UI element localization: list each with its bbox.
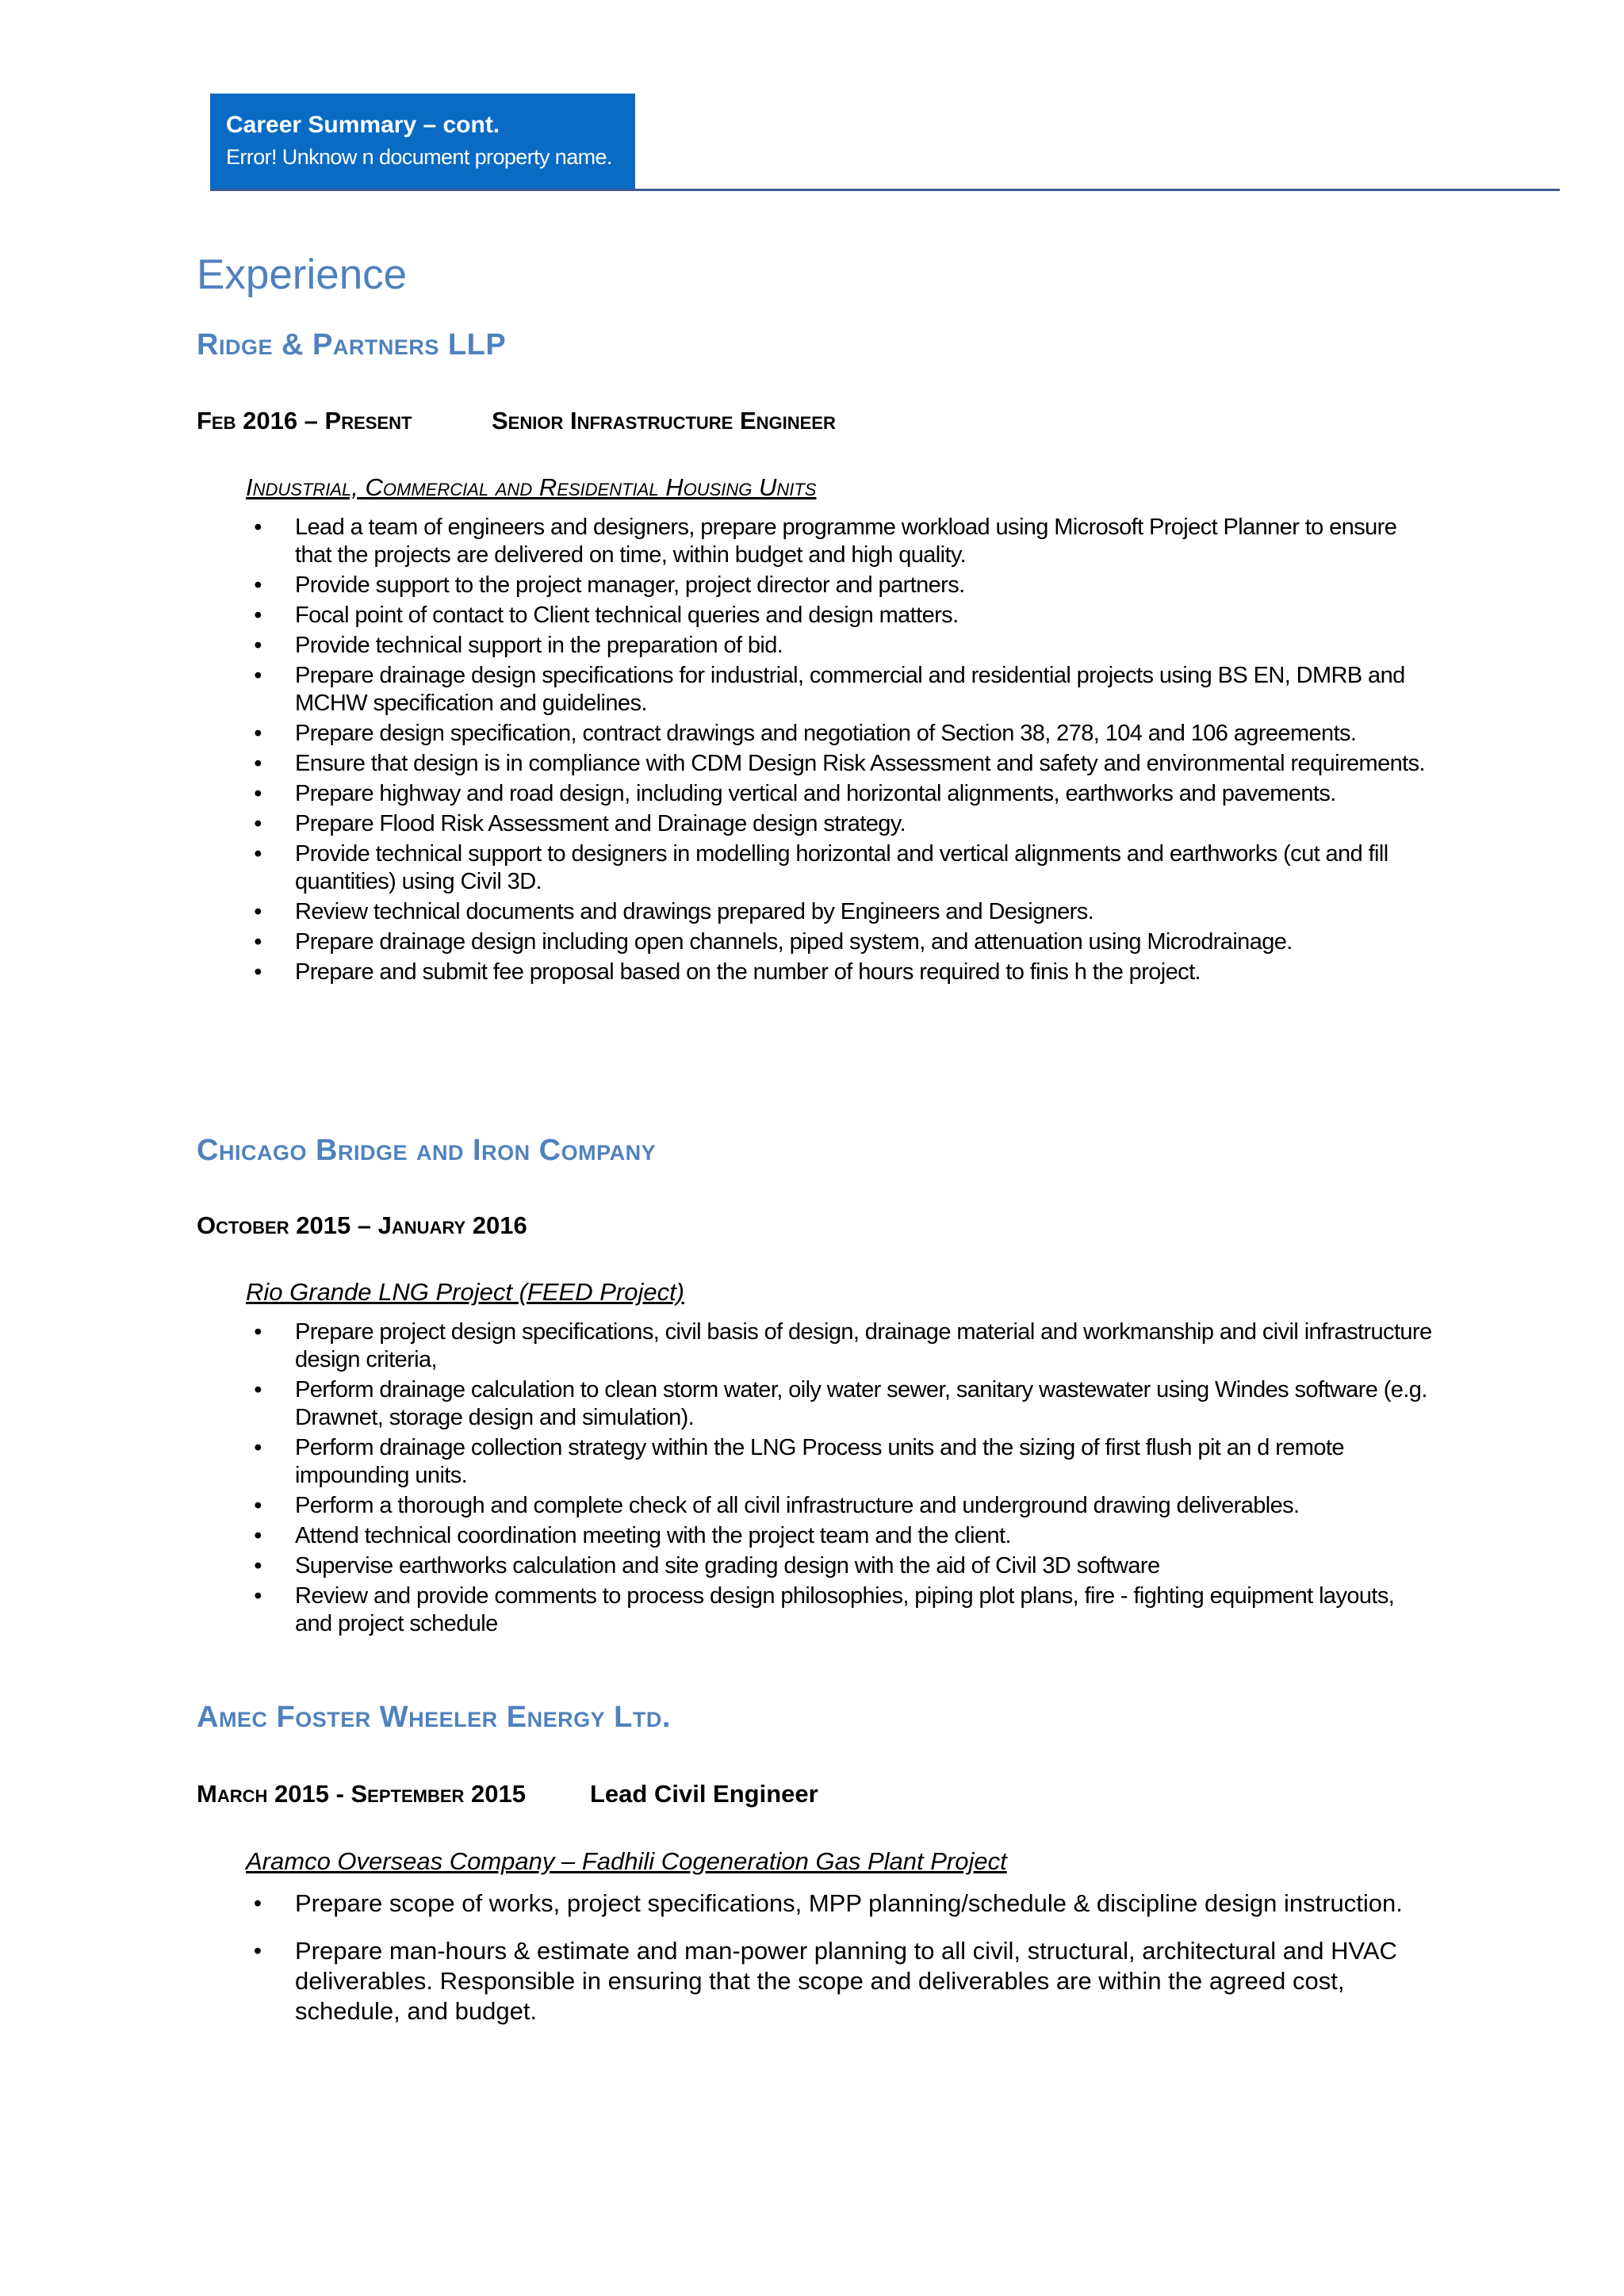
bullet-icon: • [254,959,262,985]
bullet-icon: • [254,751,262,776]
project-name: Industrial, Commercial and Residential Housing Units [246,473,817,501]
list-item-text: Review technical documents and drawings prepared by Engineers and Designers. [295,899,1094,924]
list-item [246,1376,1435,1432]
job-dates: March 2015 - September 2015 [197,1780,526,1808]
list-item-text: Prepare drainage design specifications for industrial, commercial and residential projects using BS EN, DMRB and MCHW specification and guidelines. [295,663,1405,716]
bullet-icon: • [253,1938,262,1964]
list-item-text: Prepare man-hours & estimate and man-power planning to all civil, structural, architectural and HVAC deliverables. Responsible in ensuring that the scope and deliverables are within the agreed cost, schedule, and budget. [295,1937,1397,2025]
list-item [246,1522,1435,1550]
bullet-icon: • [254,663,262,688]
list-item-text: Prepare Flood Risk Assessment and Drainage design strategy. [295,811,906,836]
bullet-icon: • [254,841,262,867]
bullet-icon: • [254,1435,262,1460]
list-item [246,1492,1435,1520]
list-item-text: Perform a thorough and complete check of all civil infrastructure and underground drawing deliverables. [295,1493,1300,1518]
list-item [246,810,1435,838]
list-item [246,514,1435,569]
list-item-text: Prepare drainage design including open channels, piped system, and attenuation using Microdrainage. [295,929,1293,955]
project-name: Aramco Overseas Company – Fadhili Cogeneration Gas Plant Project [246,1847,1007,1875]
bullet-icon: • [254,781,262,806]
list-item-text: Prepare project design specifications, civil basis of design, drainage material and workmanship and civil infrastructure design criteria, [295,1319,1432,1372]
list-item [246,1552,1435,1580]
career-summary-banner [210,94,635,190]
list-item [246,780,1435,808]
list-item [246,959,1435,986]
list-item-text: Provide technical support in the preparation of bid. [295,633,783,658]
list-item-text: Ensure that design is in compliance with CDM Design Risk Assessment and safety and environmental requirements. [295,751,1425,776]
bullet-icon: • [254,1553,262,1578]
list-item [246,1888,1435,1919]
list-item-text: Attend technical coordination meeting with the project team and the client. [295,1523,1011,1548]
list-item-text: Prepare design specification, contract drawings and negotiation of Section 38, 278, 104 and 106 agreements. [295,721,1357,746]
bullet-icon: • [254,811,262,836]
list-item [246,662,1435,718]
bullet-icon: • [254,1493,262,1518]
bullet-icon: • [254,633,262,658]
company-heading: Chicago Bridge and Iron Company [197,1134,657,1167]
job-dates: October 2015 – January 2016 [197,1211,527,1239]
list-item-text: Perform drainage collection strategy within the LNG Process units and the sizing of first flush pit an d remote impounding units. [295,1435,1344,1488]
bullet-icon: • [254,603,262,628]
list-item [246,720,1435,748]
bullet-icon: • [254,572,262,598]
list-item [246,750,1435,778]
job-role-line [197,1211,527,1240]
bullet-icon: • [254,1523,262,1548]
list-item [246,572,1435,599]
list-item-text: Lead a team of engineers and designers, prepare programme workload using Microsoft Project Planner to ensure that the projects are delivered on time, within budget and high quality. [295,515,1397,568]
list-item [246,1936,1435,2026]
bullet-icon: • [253,1891,262,1916]
bullet-icon: • [254,929,262,955]
list-item [246,928,1435,956]
list-item [246,632,1435,660]
list-item [246,898,1435,926]
list-item [246,1582,1435,1638]
section-title: Experience [197,251,408,298]
company-heading: Ridge & Partners LLP [197,328,507,362]
company-heading: Amec Foster Wheeler Energy Ltd. [197,1701,671,1734]
list-item [246,1318,1435,1374]
job-dates: Feb 2016 – Present [197,407,412,434]
job-title: Senior Infrastructure Engineer [492,407,836,434]
bullet-icon: • [254,515,262,540]
list-item-text: Supervise earthworks calculation and site grading design with the aid of Civil 3D software [295,1553,1160,1578]
bullet-icon: • [254,1583,262,1609]
bullet-icon: • [254,899,262,924]
list-item-text: Review and provide comments to process design philosophies, piping plot plans, fire - fighting equipment layouts, and project schedule [295,1583,1395,1636]
list-item [246,1434,1435,1490]
list-item-text: Prepare scope of works, project specifications, MPP planning/schedule & discipline design instruction. [295,1889,1403,1917]
list-item [246,840,1435,896]
list-item-text: Perform drainage calculation to clean storm water, oily water sewer, sanitary wastewater using Windes software (e.g. Drawnet, storage design and simulation). [295,1377,1427,1430]
list-item-text: Provide support to the project manager, project director and partners. [295,572,965,598]
project-name: Rio Grande LNG Project (FEED Project) [246,1278,685,1306]
bullet-icon: • [254,1377,262,1402]
job-bullet-list [246,1318,1435,1640]
list-item [246,602,1435,629]
job-role-line [197,407,836,435]
job-bullet-list [246,1888,1435,2044]
list-item-text: Prepare and submit fee proposal based on the number of hours required to finis h the project. [295,959,1201,985]
banner-subtitle: Error! Unknow n document property name. [226,145,612,169]
header-divider [210,189,1560,191]
job-role-line [197,1780,818,1808]
list-item-text: Provide technical support to designers in modelling horizontal and vertical alignments and earthworks (cut and fill quantities) using Civil 3D. [295,841,1388,894]
banner-title: Career Summary – cont. [226,112,500,138]
bullet-icon: • [254,721,262,746]
job-title: Lead Civil Engineer [590,1780,818,1808]
list-item-text: Focal point of contact to Client technical queries and design matters. [295,603,959,628]
bullet-icon: • [254,1319,262,1345]
list-item-text: Prepare highway and road design, including vertical and horizontal alignments, earthworks and pavements. [295,781,1336,806]
job-bullet-list [246,514,1435,989]
